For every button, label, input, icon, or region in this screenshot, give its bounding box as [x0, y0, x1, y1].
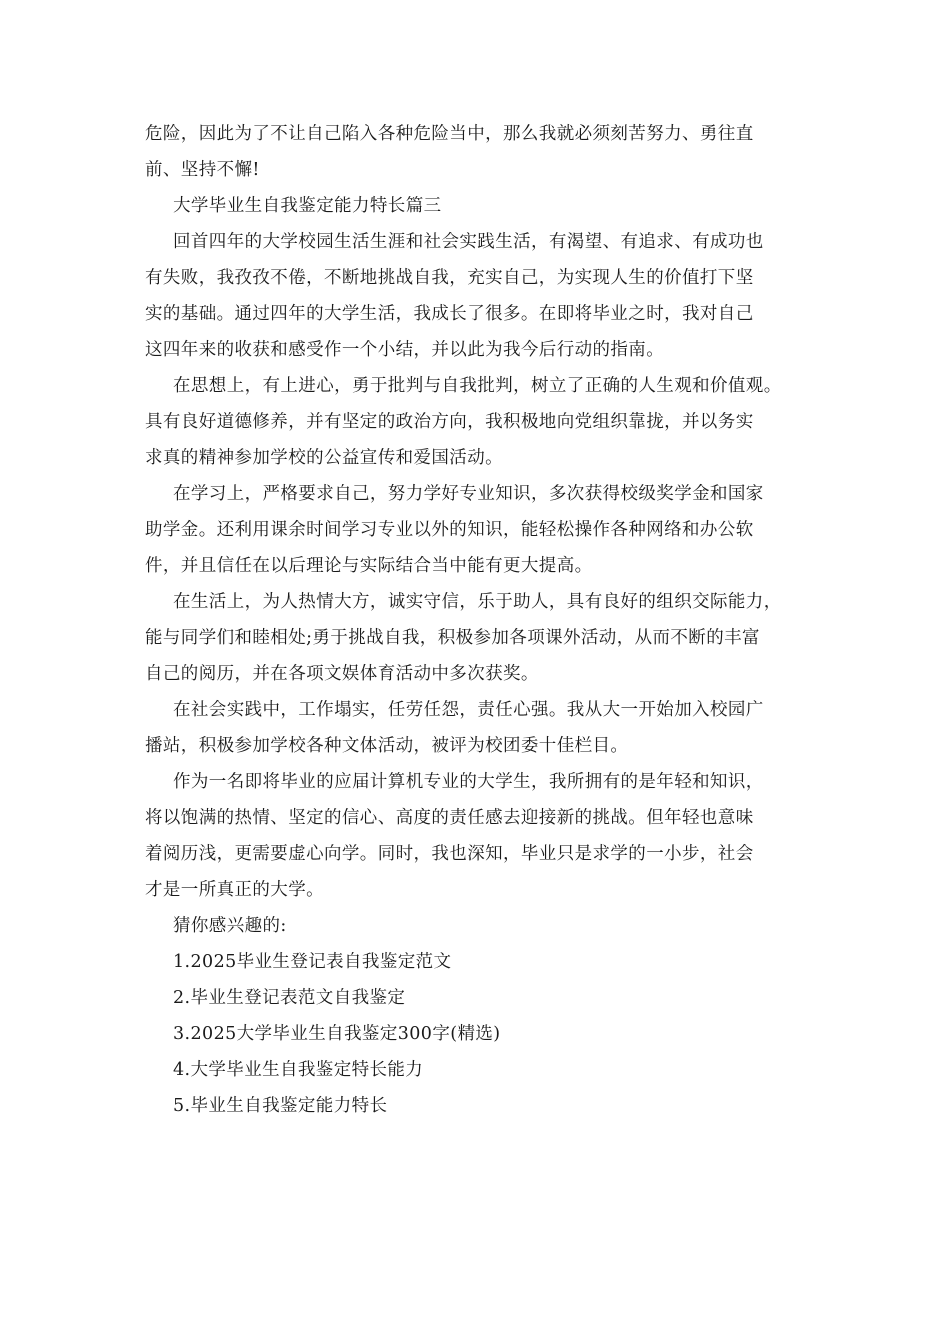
text-line: 危险，因此为了不让自己陷入各种危险当中，那么我就必须刻苦努力、勇往直 [145, 124, 754, 144]
related-link[interactable]: 2.毕业生登记表范文自我鉴定 [173, 988, 406, 1008]
paragraph-intro [145, 224, 825, 368]
related-link[interactable]: 4.大学毕业生自我鉴定特长能力 [173, 1060, 424, 1080]
text-line: 作为一名即将毕业的应届计算机专业的大学生，我所拥有的是年轻和知识， [173, 772, 764, 792]
paragraph-practice [145, 692, 825, 764]
text-line: 实的基础。通过四年的大学生活，我成长了很多。在即将毕业之时，我对自己 [145, 304, 754, 324]
section-title [145, 188, 825, 224]
text-line: 着阅历浅，更需要虚心向学。同时，我也深知，毕业只是求学的一小步，社会 [145, 844, 754, 864]
paragraph-conclusion [145, 764, 825, 908]
text-line: 具有良好道德修养，并有坚定的政治方向，我积极地向党组织靠拢，并以务实 [145, 412, 754, 432]
text-line: 这四年来的收获和感受作一个小结，并以此为我今后行动的指南。 [145, 340, 665, 360]
text-line: 在生活上，为人热情大方，诚实守信，乐于助人，具有良好的组织交际能力， [173, 592, 782, 612]
related-link[interactable]: 3.2025大学毕业生自我鉴定300字(精选) [173, 1024, 501, 1044]
text-line: 有失败，我孜孜不倦，不断地挑战自我，充实自己，为实现人生的价值打下坚 [145, 268, 754, 288]
paragraph-ideology [145, 368, 825, 476]
continuation-paragraph [145, 116, 825, 188]
text-line: 在社会实践中，工作塌实，任劳任怨，责任心强。我从大一开始加入校园广 [173, 700, 764, 720]
text-line: 回首四年的大学校园生活生涯和社会实践生活，有渴望、有追求、有成功也 [173, 232, 764, 252]
text-line: 在学习上，严格要求自己，努力学好专业知识，多次获得校级奖学金和国家 [173, 484, 764, 504]
document-body [145, 116, 825, 1124]
related-link[interactable]: 5.毕业生自我鉴定能力特长 [173, 1096, 388, 1116]
text-line: 件，并且信任在以后理论与实际结合当中能有更大提高。 [145, 556, 593, 576]
paragraph-study [145, 476, 825, 584]
text-line: 前、坚持不懈! [145, 160, 260, 180]
text-line: 能与同学们和睦相处;勇于挑战自我，积极参加各项课外活动，从而不断的丰富 [145, 628, 760, 648]
related-link[interactable]: 1.2025毕业生登记表自我鉴定范文 [173, 952, 452, 972]
text-line: 求真的精神参加学校的公益宣传和爱国活动。 [145, 448, 503, 468]
text-line: 自己的阅历，并在各项文娱体育活动中多次获奖。 [145, 664, 539, 684]
section-title-text: 大学毕业生自我鉴定能力特长篇三 [173, 196, 442, 216]
text-line: 播站，积极参加学校各种文体活动，被评为校团委十佳栏目。 [145, 736, 629, 756]
related-section [145, 908, 825, 1124]
related-heading: 猜你感兴趣的: [173, 916, 287, 936]
text-line: 才是一所真正的大学。 [145, 880, 324, 900]
text-line: 将以饱满的热情、坚定的信心、高度的责任感去迎接新的挑战。但年轻也意味 [145, 808, 754, 828]
text-line: 在思想上，有上进心，勇于批判与自我批判，树立了正确的人生观和价值观。 [173, 376, 782, 396]
paragraph-life [145, 584, 825, 692]
text-line: 助学金。还利用课余时间学习专业以外的知识，能轻松操作各种网络和办公软 [145, 520, 754, 540]
